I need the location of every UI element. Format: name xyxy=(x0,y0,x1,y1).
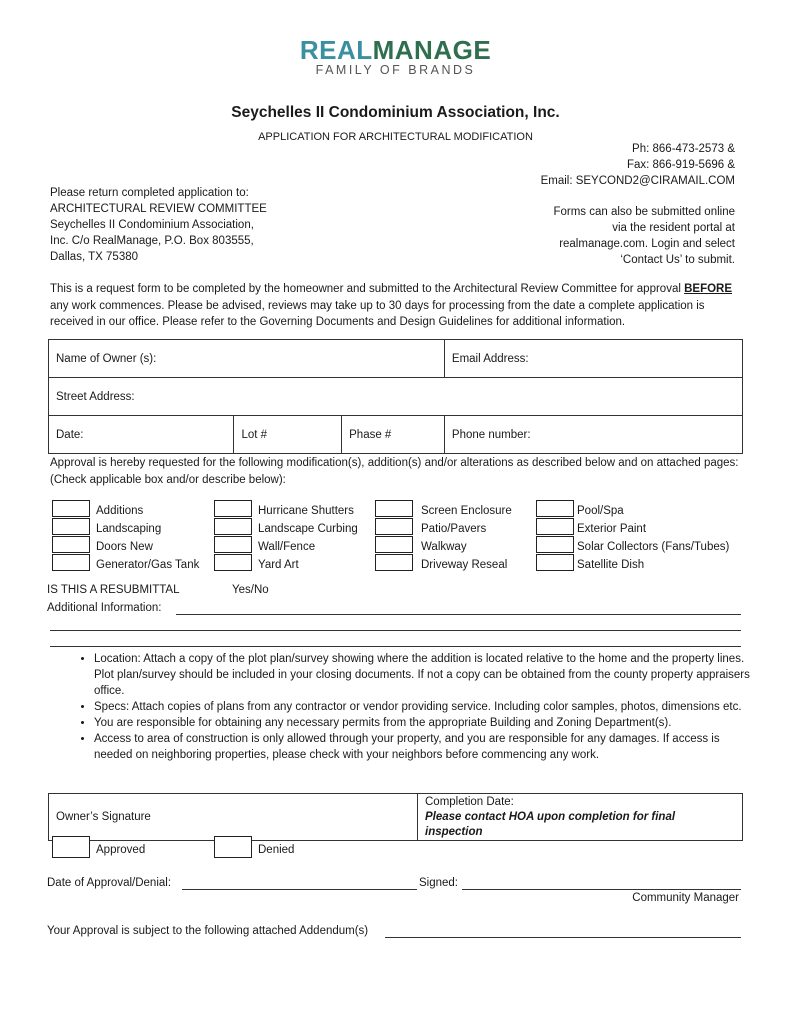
contact-phone: Ph: 866-473-2573 & xyxy=(632,143,735,155)
exterior-paint-checkbox[interactable] xyxy=(536,518,574,535)
intro-text: This is a request form to be completed by the homeowner and submitted to the Architectural Review Committee for approval xyxy=(50,283,685,295)
contact-info xyxy=(541,141,735,189)
owner-signature-label: Owner’s Signature xyxy=(56,811,151,823)
phone-field[interactable] xyxy=(444,416,742,454)
association-title: Seychelles II Condominium Association, Inc. xyxy=(231,104,560,121)
satellite-dish-label: Satellite Dish xyxy=(577,559,645,571)
email-label: Email Address: xyxy=(451,352,529,365)
online-line: Forms can also be submitted online xyxy=(553,206,735,218)
return-line: Seychelles II Condominium Association, xyxy=(50,219,254,231)
resubmittal-yes-no[interactable]: Yes/No xyxy=(232,584,269,596)
satellite-dish-checkbox[interactable] xyxy=(536,554,574,571)
instruction-item: • Location: Attach a copy of the plot plan/survey showing where the addition is located relative to the home and the property lines. Plot plan/survey should be included in your closing documents. If not a copy can be obtained from the county property appraisers office. xyxy=(94,651,750,699)
additional-info-line[interactable] xyxy=(176,614,741,615)
walkway-label: Walkway xyxy=(421,541,467,553)
denied-label: Denied xyxy=(258,844,295,856)
addendum-label: Your Approval is subject to the following attached Addendum(s) xyxy=(47,925,369,937)
email-field[interactable] xyxy=(444,340,742,378)
owner-name-field[interactable] xyxy=(49,340,445,378)
additional-info-line[interactable] xyxy=(50,630,741,631)
approved-label: Approved xyxy=(96,844,146,856)
online-line: via the resident portal at xyxy=(612,222,735,234)
return-line: Inc. C/o RealManage, P.O. Box 803555, xyxy=(50,235,254,247)
pool-spa-label: Pool/Spa xyxy=(577,505,624,517)
return-line: Dallas, TX 75380 xyxy=(50,251,139,263)
contact-fax: Fax: 866-919-5696 & xyxy=(626,159,735,171)
intro-text: any work commences. Please be advised, reviews may take up to 30 days for processing from the date a complete application is received in our office. Please refer to the Governing Documents and Design Guidelines for additional information. xyxy=(50,299,705,328)
lot-field[interactable] xyxy=(234,416,342,454)
resubmittal-label: IS THIS A RESUBMITTAL xyxy=(47,584,180,596)
yard-art-label: Yard Art xyxy=(258,559,299,571)
phase-label: Phase # xyxy=(349,428,392,441)
additions-label: Additions xyxy=(96,505,144,517)
driveway-reseal-label: Driveway Reseal xyxy=(421,559,508,571)
solar-collectors-label: Solar Collectors (Fans/Tubes) xyxy=(577,541,730,553)
return-line: ARCHITECTURAL REVIEW COMMITTEE xyxy=(50,203,267,215)
phone-label: Phone number: xyxy=(451,428,531,441)
approval-request-text: Approval is hereby requested for the following modification(s), addition(s) and/or alterations as described below and on attached pages: (Check applicable box and/or describe below): xyxy=(50,457,739,486)
doors-new-label: Doors New xyxy=(96,541,153,553)
landscape-curbing-checkbox[interactable] xyxy=(214,518,252,535)
lot-label: Lot # xyxy=(241,428,268,441)
contact-email: Email: SEYCOND2@CIRAMAIL.COM xyxy=(540,175,735,187)
wall-fence-label: Wall/Fence xyxy=(258,541,316,553)
owner-name-label: Name of Owner (s): xyxy=(56,352,157,365)
signed-line[interactable] xyxy=(462,889,741,890)
date-field[interactable] xyxy=(49,416,234,454)
street-address-label: Street Address: xyxy=(56,390,135,403)
instruction-item: • You are responsible for obtaining any necessary permits from the appropriate Building and Zoning Department(s). xyxy=(94,715,750,731)
hurricane-shutters-checkbox[interactable] xyxy=(214,500,252,517)
instruction-item: • Access to area of construction is only allowed through your property, and you are responsible for any damages. If access is needed on neighboring properties, please check with your neighbors before commencing any work. xyxy=(94,731,750,763)
online-line: realmanage.com. Login and select xyxy=(559,238,735,250)
signed-label: Signed: xyxy=(419,877,459,889)
yard-art-checkbox[interactable] xyxy=(214,554,252,571)
additional-info-line[interactable] xyxy=(50,646,741,647)
approved-checkbox[interactable] xyxy=(52,836,90,858)
additional-info-label: Additional Information: xyxy=(47,602,162,614)
completion-date-field[interactable] xyxy=(418,794,743,841)
landscaping-checkbox[interactable] xyxy=(52,518,90,535)
exterior-paint-label: Exterior Paint xyxy=(577,523,647,535)
online-line: ‘Contact Us’ to submit. xyxy=(620,254,735,266)
additions-checkbox[interactable] xyxy=(52,500,90,517)
online-submission-note xyxy=(553,204,735,268)
screen-enclosure-label: Screen Enclosure xyxy=(421,505,512,517)
driveway-reseal-checkbox[interactable] xyxy=(375,554,413,571)
intro-paragraph xyxy=(50,281,745,331)
return-address xyxy=(50,185,267,265)
logo-subtitle: FAMILY OF BRANDS xyxy=(315,63,476,77)
pool-spa-checkbox[interactable] xyxy=(536,500,574,517)
approval-date-label: Date of Approval/Denial: xyxy=(47,877,172,889)
logo-text-real: REAL xyxy=(299,35,373,65)
patio-pavers-checkbox[interactable] xyxy=(375,518,413,535)
company-logo xyxy=(0,36,791,64)
landscape-curbing-label: Landscape Curbing xyxy=(258,523,358,535)
hurricane-shutters-label: Hurricane Shutters xyxy=(258,505,354,517)
walkway-checkbox[interactable] xyxy=(375,536,413,553)
doors-new-checkbox[interactable] xyxy=(52,536,90,553)
completion-date-label: Completion Date: xyxy=(425,796,514,808)
community-manager-label: Community Manager xyxy=(632,892,739,904)
logo-text-manage: MANAGE xyxy=(372,35,492,65)
date-label: Date: xyxy=(56,428,84,441)
instruction-item: • Specs: Attach copies of plans from any contractor or vendor providing service. Including color samples, photos, dimensions etc. xyxy=(94,699,750,715)
instructions-list xyxy=(60,651,750,763)
signature-table xyxy=(48,793,743,841)
denied-checkbox[interactable] xyxy=(214,836,252,858)
wall-fence-checkbox[interactable] xyxy=(214,536,252,553)
solar-collectors-checkbox[interactable] xyxy=(536,536,574,553)
owner-info-table xyxy=(48,339,743,454)
street-address-field[interactable] xyxy=(49,378,743,416)
owner-signature-field[interactable] xyxy=(49,794,418,841)
generator-label: Generator/Gas Tank xyxy=(96,559,200,571)
screen-enclosure-checkbox[interactable] xyxy=(375,500,413,517)
intro-emphasis: BEFORE xyxy=(684,283,733,295)
approval-date-line[interactable] xyxy=(182,889,417,890)
return-line: Please return completed application to: xyxy=(50,187,249,199)
landscaping-label: Landscaping xyxy=(96,523,162,535)
generator-checkbox[interactable] xyxy=(52,554,90,571)
phase-field[interactable] xyxy=(342,416,445,454)
patio-pavers-label: Patio/Pavers xyxy=(421,523,487,535)
completion-note: Please contact HOA upon completion for final inspection xyxy=(425,811,676,838)
addendum-line[interactable] xyxy=(385,937,741,938)
form-subtitle: APPLICATION FOR ARCHITECTURAL MODIFICATION xyxy=(258,131,533,143)
